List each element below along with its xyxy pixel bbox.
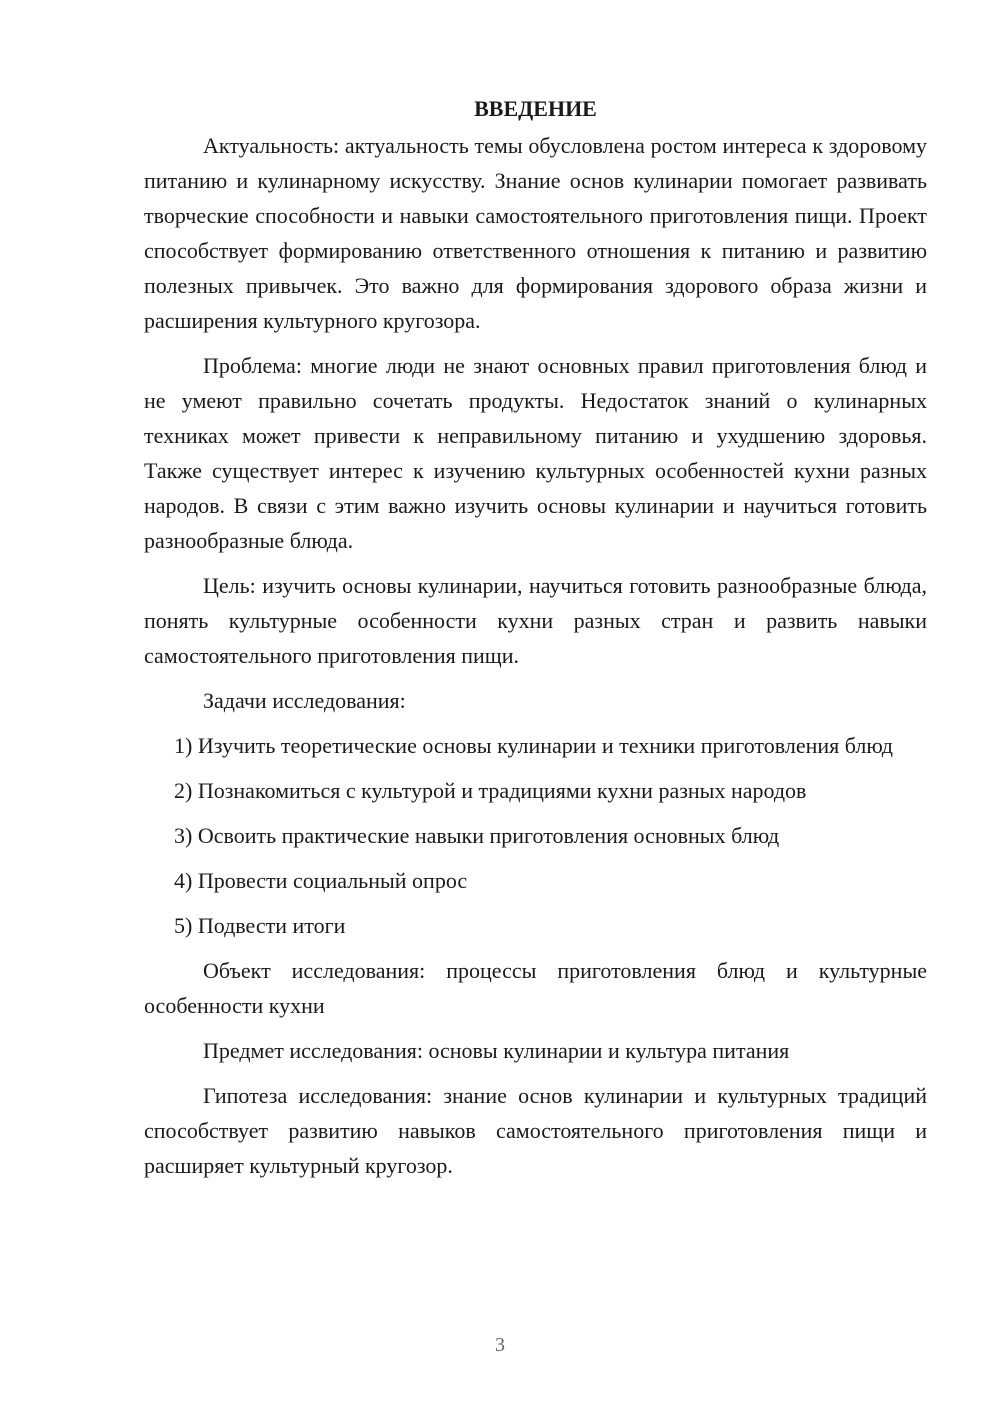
document-page [144,92,927,1193]
goal-paragraph: Цель: изучить основы кулинарии, научиться готовить разнообразные блюда, понять культурные особенности кухни разных стран и развить навыки самостоятельного приготовления пищи. [144,573,927,668]
subject-paragraph: Предмет исследования: основы кулинарии и культура питания [203,1038,790,1063]
hypothesis-paragraph: Гипотеза исследования: знание основ кулинарии и культурных традиций способствует развитию навыков самостоятельного приготовления пищи и расширяет культурный кругозор. [144,1083,927,1178]
task-item: 4) Провести социальный опрос [174,868,468,893]
object-paragraph: Объект исследования: процессы приготовления блюд и культурные особенности кухни [144,958,927,1018]
relevance-paragraph: Актуальность: актуальность темы обусловлена ростом интереса к здоровому питанию и кулинарному искусству. Знание основ кулинарии помогает развивать творческие способности и навыки самостоятельного приготовления пищи. Проект способствует формированию ответственного отношения к питанию и развитию полезных привычек. Это важно для формирования здорового образа жизни и расширения культурного кругозора. [144,133,927,333]
problem-paragraph: Проблема: многие люди не знают основных правил приготовления блюд и не умеют правильно сочетать продукты. Недостаток знаний о кулинарных техниках может привести к неправильному питанию и ухудшению здоровья. Также существует интерес к изучению культурных особенностей кухни разных народов. В связи с этим важно изучить основы кулинарии и научиться готовить разнообразные блюда. [144,353,927,553]
page-number: 3 [495,1334,505,1356]
task-item: 2) Познакомиться с культурой и традициями кухни разных народов [174,778,807,803]
task-item: 3) Освоить практические навыки приготовления основных блюд [174,823,780,848]
task-item: 5) Подвести итоги [174,913,346,938]
page-title: ВВЕДЕНИЕ [474,96,597,121]
task-item: 1) Изучить теоретические основы кулинарии и техники приготовления блюд [174,733,893,758]
tasks-heading: Задачи исследования: [203,688,406,713]
